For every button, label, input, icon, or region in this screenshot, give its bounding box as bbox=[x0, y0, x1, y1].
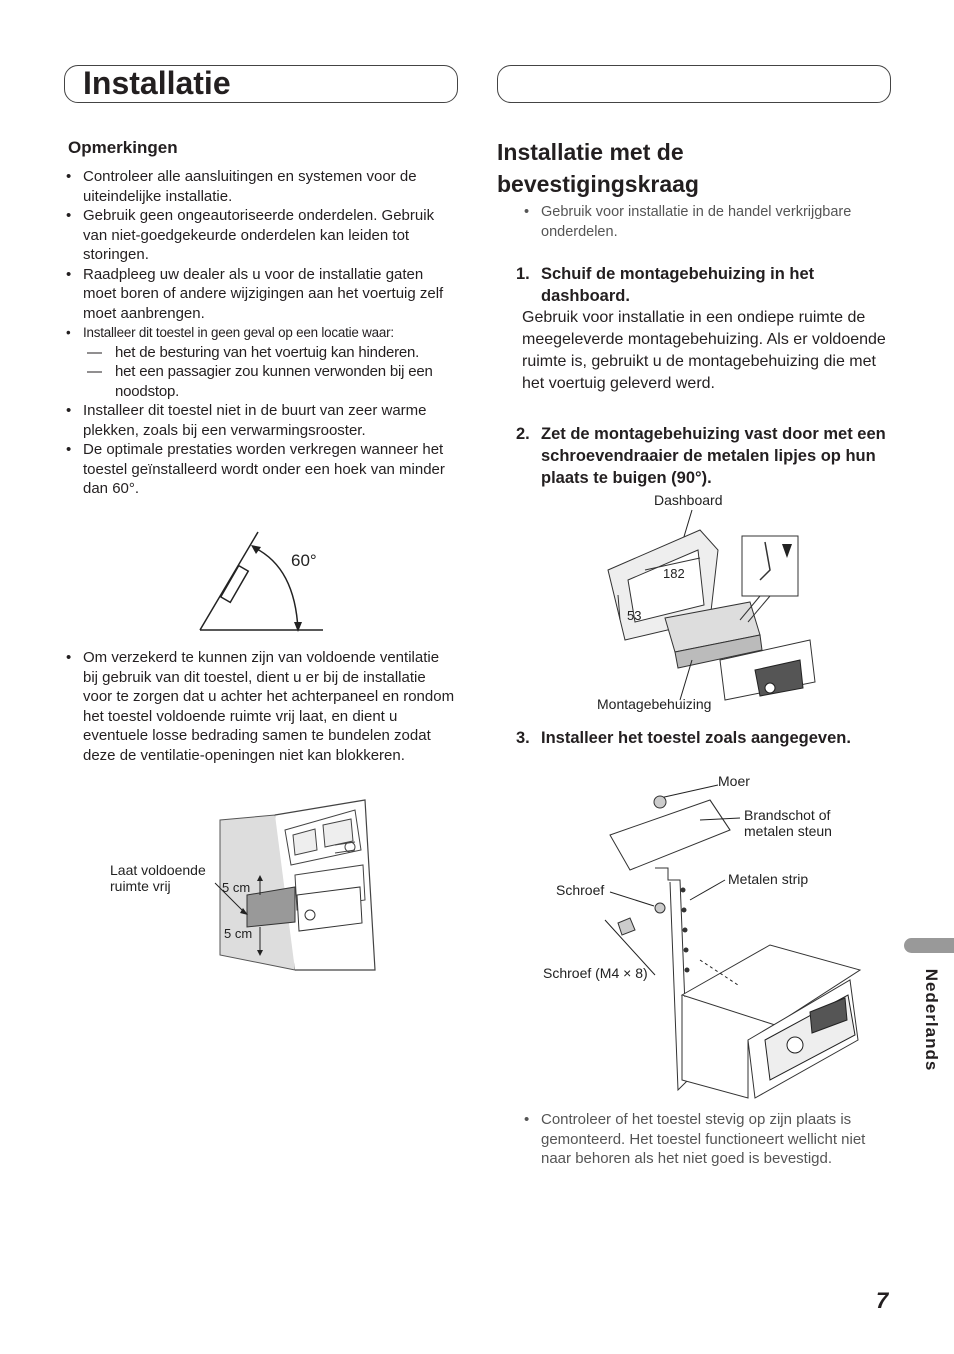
step-number: 1. bbox=[516, 265, 530, 283]
firewall-label-line: Brandschot of bbox=[744, 807, 831, 823]
clearance-top-label: 5 cm bbox=[222, 880, 251, 895]
language-tab bbox=[904, 938, 954, 953]
step-2 bbox=[516, 423, 896, 489]
list-item: • Gebruik voor installatie in de handel verkrijgbare onderdelen. bbox=[524, 203, 854, 242]
sleeve-diagram bbox=[600, 510, 820, 700]
header-frame-right bbox=[497, 65, 891, 103]
vent-label-line: ruimte vrij bbox=[110, 878, 171, 894]
dimension-width: 182 bbox=[663, 566, 685, 581]
section-heading-line: bevestigingskraag bbox=[497, 171, 699, 197]
vent-label bbox=[110, 862, 206, 894]
step-1 bbox=[516, 263, 896, 395]
vent-label-line: Laat voldoende bbox=[110, 862, 206, 878]
step-body: Gebruik voor installatie in een ondiepe ruimte de meegeleverde montagebehuizing. Als er voldoende ruimte is, gebruikt u de montagebehuizing die met het voertuig geleverd werd. bbox=[522, 309, 886, 392]
page-title: Installatie bbox=[83, 65, 231, 101]
dimension-height: 53 bbox=[627, 608, 642, 623]
step-3 bbox=[516, 727, 896, 749]
ventilation-note bbox=[66, 648, 458, 765]
list-item: • Gebruik geen ongeautoriseerde onderdelen. Gebruik van niet-goedgekeurde onderdelen kan leiden tot storingen. bbox=[66, 206, 458, 265]
list-item: • Installeer dit toestel niet in de buurt van zeer warme plekken, zoals bij een verwarmingsrooster. bbox=[66, 401, 458, 440]
screw-label: Schroef bbox=[556, 882, 605, 898]
clearance-bottom-label: 5 cm bbox=[224, 926, 253, 941]
step-title: Installeer het toestel zoals aangegeven. bbox=[541, 729, 851, 747]
nut-label: Moer bbox=[718, 773, 750, 789]
dash-item: — het een passagier zou kunnen verwonden bij een noodstop. bbox=[83, 362, 458, 401]
dash-list bbox=[83, 343, 458, 402]
notes-heading: Opmerkingen bbox=[68, 138, 178, 157]
notes-list bbox=[66, 167, 458, 499]
step-number: 2. bbox=[516, 425, 530, 443]
list-item: • Raadpleeg uw dealer als u voor de installatie gaten moet boren of andere wijzigingen aan het voertuig zelf moet aanbrengen. bbox=[66, 265, 458, 324]
firewall-label bbox=[744, 807, 832, 839]
language-label: Nederlands bbox=[922, 968, 941, 1072]
step-title: Zet de montagebehuizing vast door met een schroevendraaier de metalen lipjes op hun plaats te buigen (90°). bbox=[541, 425, 886, 487]
intro-note bbox=[524, 203, 854, 242]
list-item: • Controleer alle aansluitingen en systemen voor de uiteindelijke installatie. bbox=[66, 167, 458, 206]
page-number: 7 bbox=[876, 1288, 889, 1313]
metal-strip-label: Metalen strip bbox=[728, 871, 809, 887]
dashboard-label: Dashboard bbox=[654, 492, 723, 508]
list-item: • Om verzekerd te kunnen zijn van voldoende ventilatie bij gebruik van dit toestel, dient u er bij de installatie voor te zorgen dat u achter het achterpaneel en rondom het toestel voldoende ruimte vrij laat, en dient u eventuele losse bedrading samen te bundelen zodat deze de ventilatie-openingen niet kan blokkeren. bbox=[66, 648, 458, 765]
screw-m4-label: Schroef (M4 × 8) bbox=[543, 965, 648, 981]
step-title: Schuif de montagebehuizing in het dashboard. bbox=[541, 265, 815, 305]
final-note bbox=[524, 1110, 884, 1169]
angle-label: 60° bbox=[291, 551, 317, 570]
section-heading-line: Installatie met de bbox=[497, 139, 684, 165]
sleeve-label: Montagebehuizing bbox=[597, 696, 712, 712]
step-number: 3. bbox=[516, 729, 530, 747]
section-heading bbox=[497, 136, 877, 200]
list-item-text: Installeer dit toestel in geen geval op een locatie waar: bbox=[83, 325, 394, 340]
list-item bbox=[66, 323, 458, 401]
list-item: • Controleer of het toestel stevig op zijn plaats is gemonteerd. Het toestel functioneert wellicht niet naar behoren als het niet goed is bevestigd. bbox=[524, 1110, 884, 1169]
angle-diagram bbox=[195, 528, 330, 638]
firewall-label-line: metalen steun bbox=[744, 823, 832, 839]
list-item: • De optimale prestaties worden verkregen wanneer het toestel geïnstalleerd wordt onder een hoek van minder dan 60°. bbox=[66, 440, 458, 499]
notes-section bbox=[66, 138, 458, 499]
dash-item: — het de besturing van het voertuig kan hinderen. bbox=[83, 343, 458, 363]
